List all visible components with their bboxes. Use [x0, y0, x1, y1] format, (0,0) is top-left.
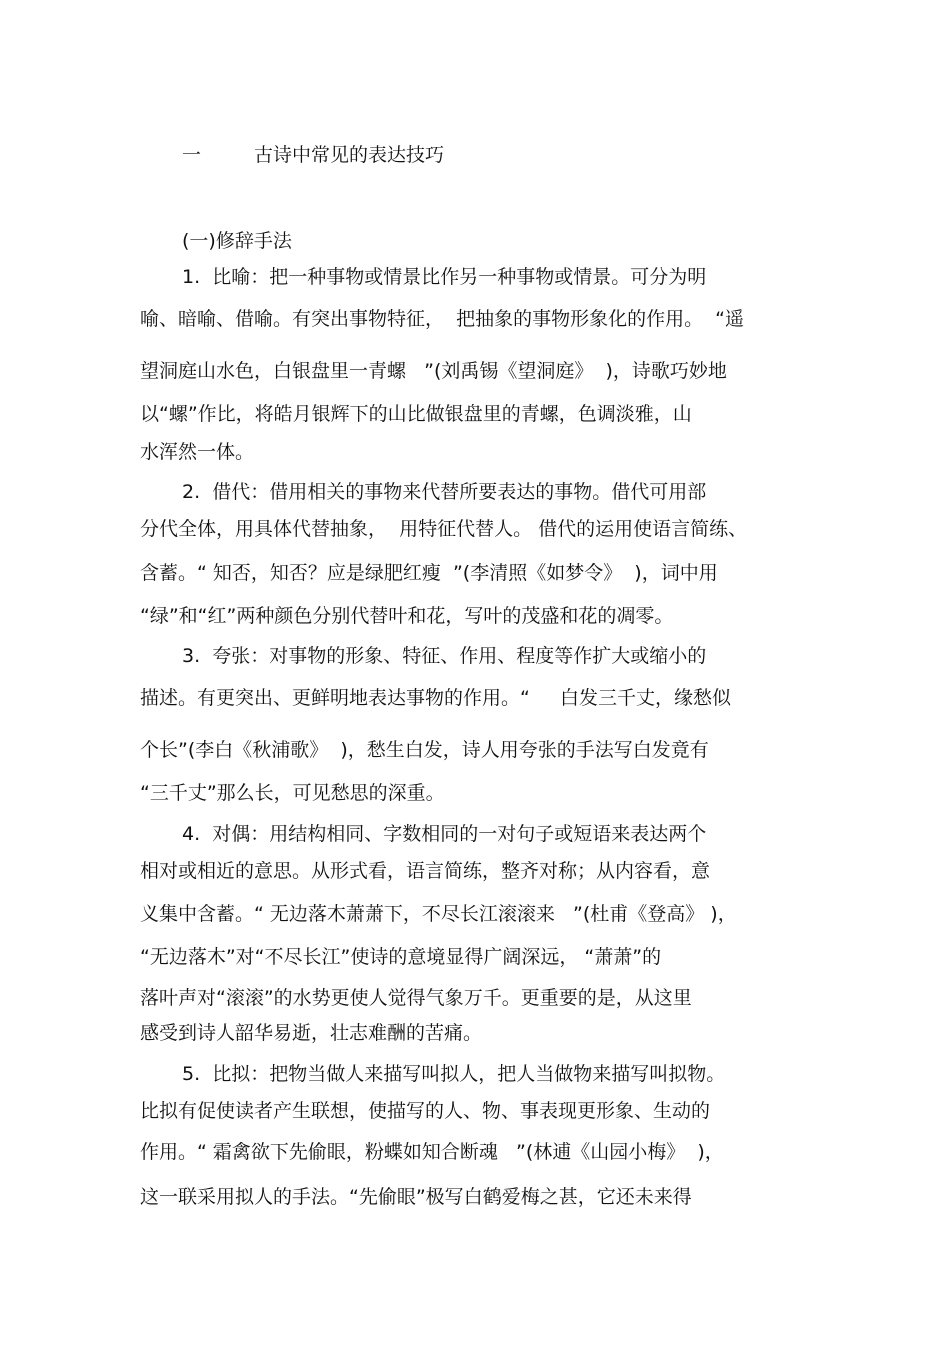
section-title: (一)修辞手法	[182, 230, 292, 252]
paragraph-line: 个长”(李白《秋浦歌》 )，愁生白发，诗人用夸张的手法写白发竟有	[140, 739, 709, 761]
paragraph-line: 含蓄。“ 知否，知否？应是绿肥红瘦 ”(李清照《如梦令》 )，词中用	[140, 562, 718, 584]
paragraph-line: 4. 对偶：用结构相同、字数相同的一对句子或短语来表达两个	[182, 823, 707, 845]
paragraph-line: “绿”和“红”两种颜色分别代替叶和花，写叶的茂盛和花的凋零。	[140, 605, 674, 627]
paragraph-line: 相对或相近的意思。从形式看，语言简练，整齐对称；从内容看，意	[140, 860, 711, 882]
paragraph-line: 3. 夸张：对事物的形象、特征、作用、程度等作扩大或缩小的	[182, 645, 707, 667]
paragraph-line: 望洞庭山水色，白银盘里一青螺 ”(刘禹锡《望洞庭》 )，诗歌巧妙地	[140, 360, 727, 382]
paragraph-line: 义集中含蓄。“ 无边落木萧萧下，不尽长江滚滚来 ”(杜甫《登高》 )，	[140, 903, 737, 925]
paragraph-line: 感受到诗人韶华易逝，壮志难酬的苦痛。	[140, 1022, 483, 1044]
paragraph-line: 1. 比喻：把一种事物或情景比作另一种事物或情景。可分为明	[182, 266, 707, 288]
paragraph-line: 喻、暗喻、借喻。有突出事物特征， 把抽象的事物形象化的作用。 “遥	[140, 308, 745, 330]
paragraph-line: 以“螺”作比，将皓月银辉下的山比做银盘里的青螺，色调淡雅，山	[140, 403, 692, 425]
page-title: 古诗中常见的表达技巧	[254, 144, 445, 166]
paragraph-line: 分代全体，用具体代替抽象， 用特征代替人。 借代的运用使语言简练、	[140, 518, 748, 540]
paragraph-line: 5. 比拟：把物当做人来描写叫拟人，把人当做物来描写叫拟物。	[182, 1063, 726, 1085]
heading-number: 一	[182, 144, 202, 166]
paragraph-line: “无边落木”对“不尽长江”使诗的意境显得广阔深远， “萧萧”的	[140, 946, 662, 968]
paragraph-line: 水浑然一体。	[140, 441, 255, 463]
paragraph-line: 2. 借代：借用相关的事物来代替所要表达的事物。借代可用部	[182, 481, 707, 503]
paragraph-line: 落叶声对“滚滚”的水势更使人觉得气象万千。更重要的是，从这里	[140, 987, 692, 1009]
paragraph-line: 作用。“ 霜禽欲下先偷眼，粉蝶如知合断魂 ”(林逋《山园小梅》 )，	[140, 1141, 724, 1163]
paragraph-line: 这一联采用拟人的手法。“先偷眼”极写白鹤爱梅之甚，它还未来得	[140, 1186, 692, 1208]
paragraph-line: 比拟有促使读者产生联想，使描写的人、物、事表现更形象、生动的	[140, 1100, 711, 1122]
paragraph-line: “三千丈”那么长，可见愁思的深重。	[140, 782, 445, 804]
paragraph-line: 描述。有更突出、更鲜明地表达事物的作用。“ 白发三千丈，缘愁似	[140, 687, 732, 709]
